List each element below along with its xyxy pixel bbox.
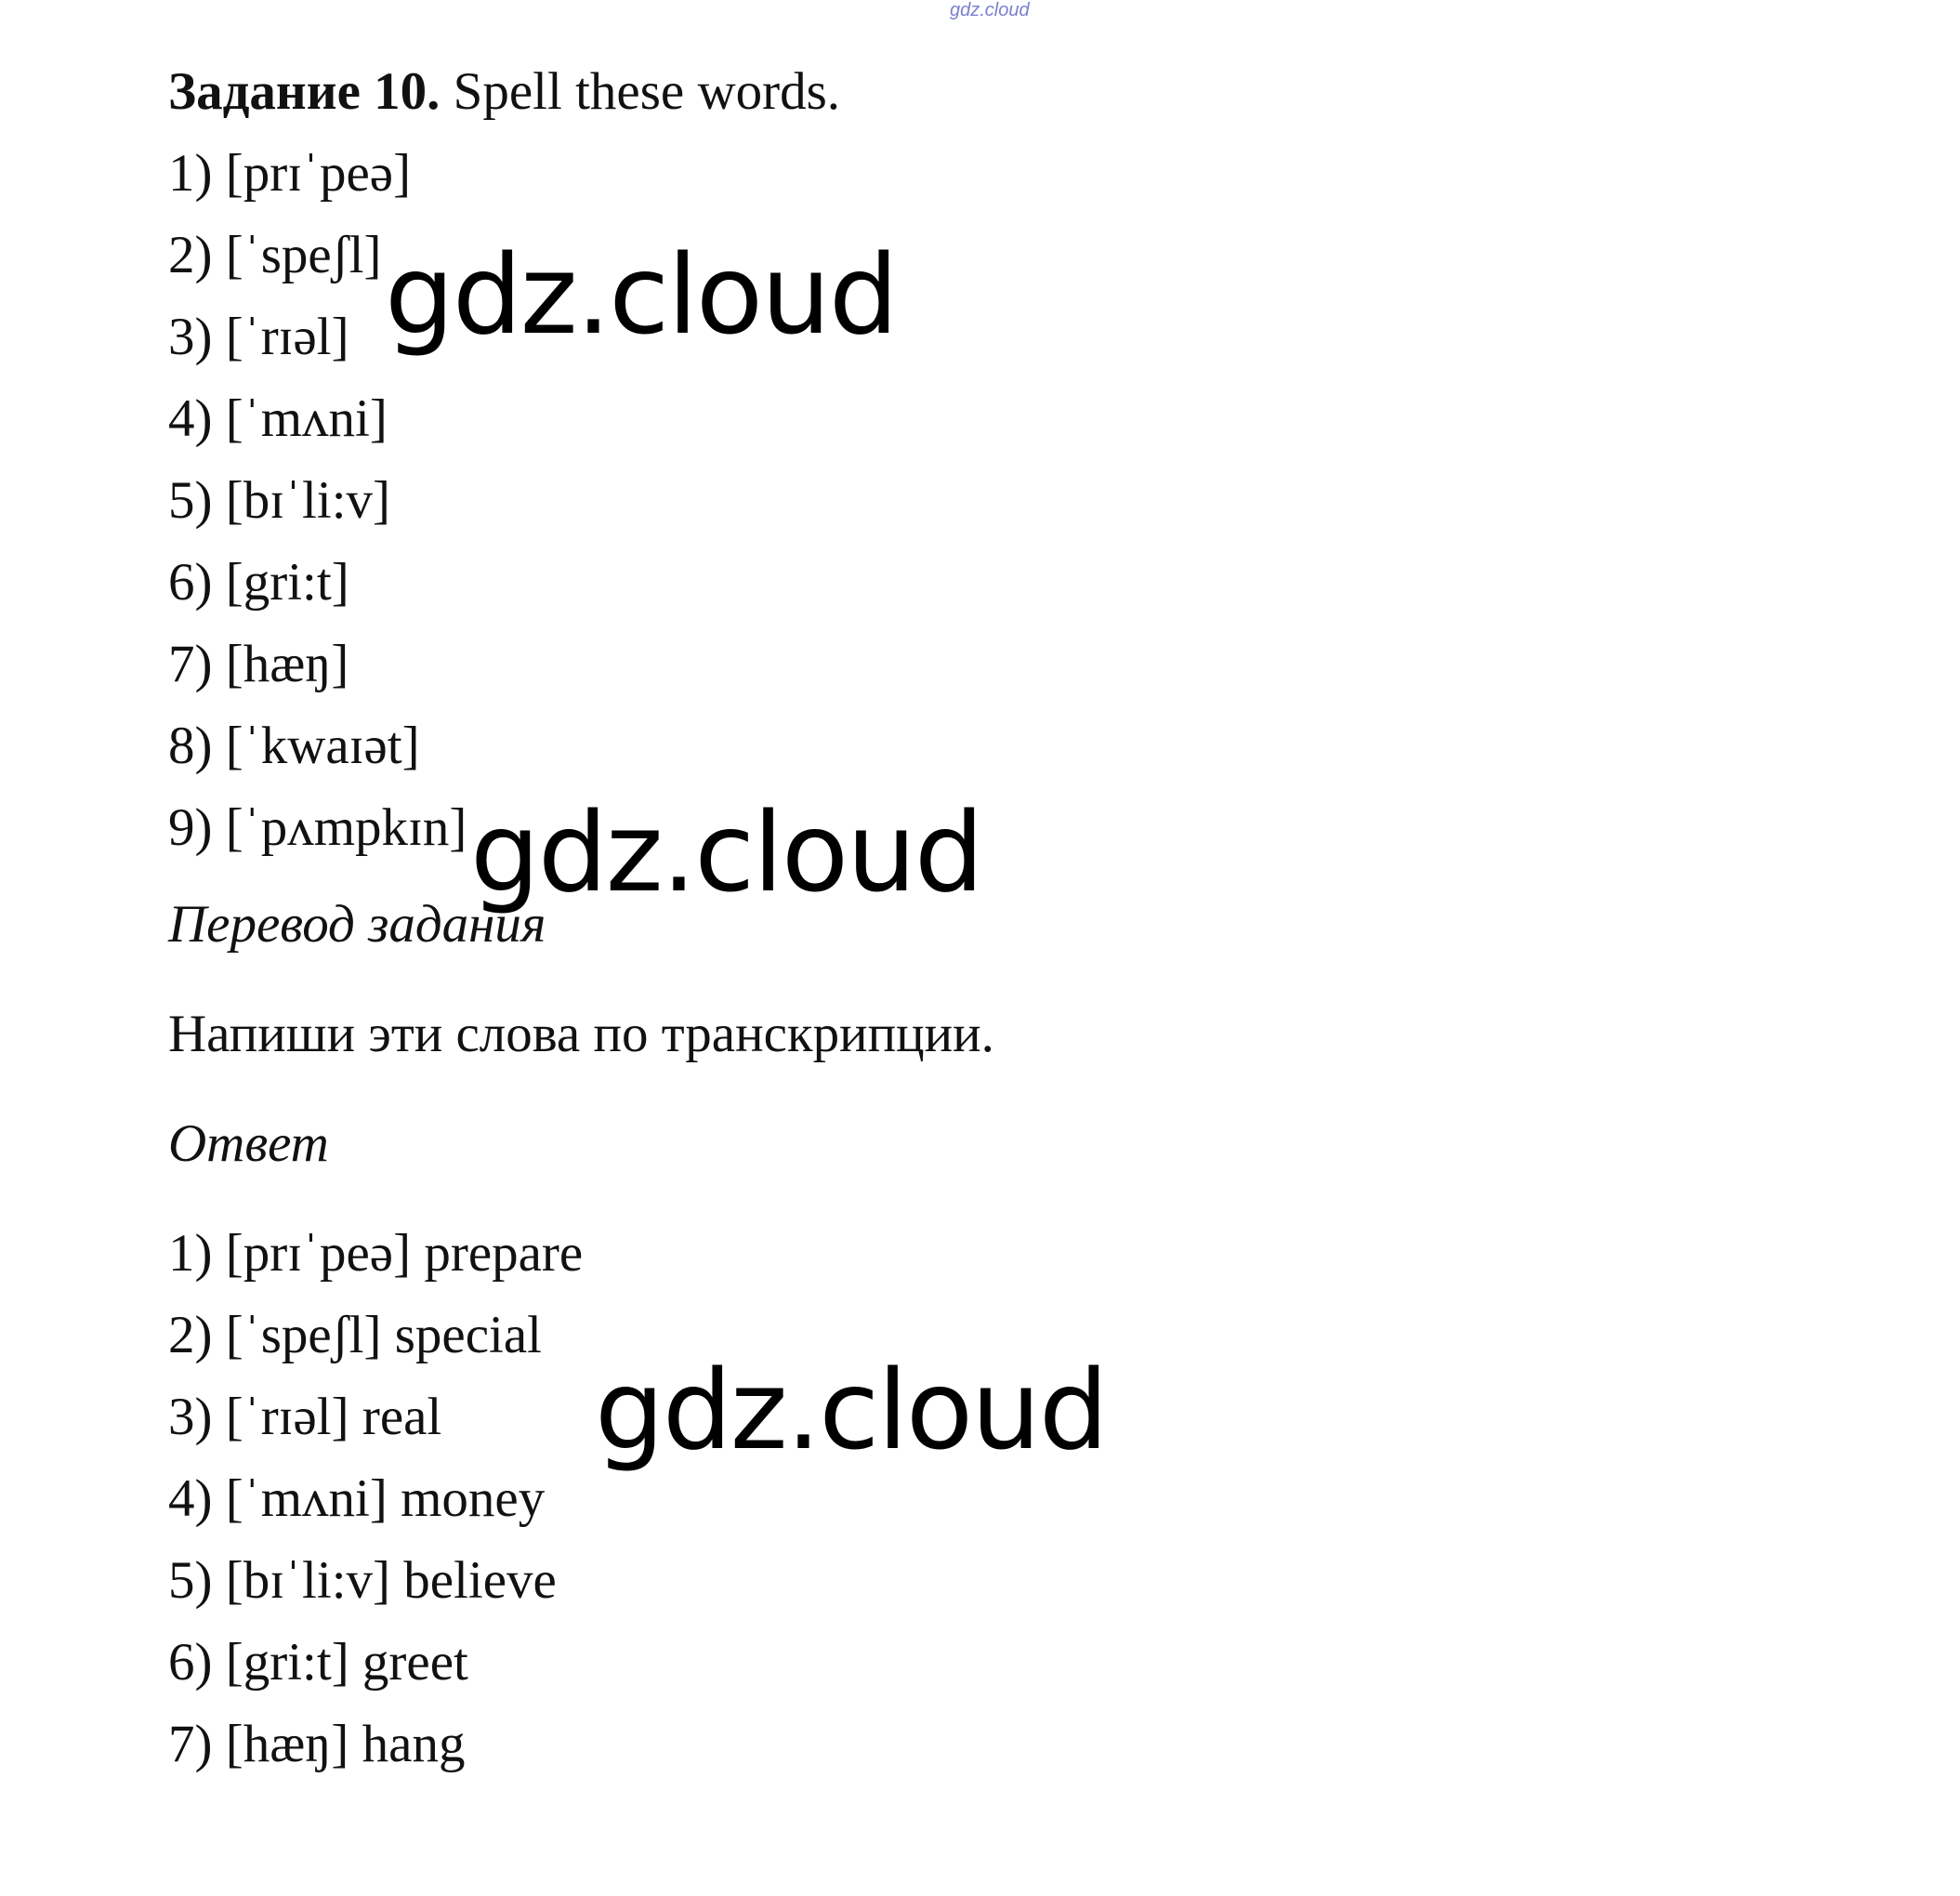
answer-item: 2) [ˈspeʃl] special xyxy=(168,1306,542,1364)
transcription-item: 1) [prɪˈpeə] xyxy=(168,144,412,203)
transcription-item: 2) [ˈspeʃl] xyxy=(168,226,382,284)
answer-item: 6) [gri:t] greet xyxy=(168,1633,468,1692)
task-instruction: Spell these words. xyxy=(453,62,841,121)
answer-list xyxy=(168,1213,1841,1785)
answer-item: 7) [hæŋ] hang xyxy=(168,1715,466,1773)
transcription-item: 7) [hæŋ] xyxy=(168,635,349,693)
transcription-item: 9) [ˈpʌmpkɪn] xyxy=(168,798,467,857)
watermark-logo: gdz.cloud xyxy=(470,788,982,916)
task-label: Задание 10. xyxy=(168,62,441,121)
answer-item: 4) [ˈmʌni] money xyxy=(168,1469,546,1528)
transcription-item: 6) [gri:t] xyxy=(168,553,349,612)
translation-heading: Перевод задания xyxy=(168,895,546,954)
top-watermark-text: gdz.cloud xyxy=(950,0,1030,20)
watermark-logo: gdz.cloud xyxy=(385,230,897,359)
task-title xyxy=(168,51,1841,133)
transcription-item: 5) [bɪˈli:v] xyxy=(168,471,391,530)
answer-item: 3) [ˈrɪəl] real xyxy=(168,1388,442,1446)
translation-text: Напиши эти слова по транскрипции. xyxy=(168,1005,994,1063)
transcription-item: 4) [ˈmʌni] xyxy=(168,389,388,448)
answer-heading: Ответ xyxy=(168,1114,329,1173)
watermark-logo: gdz.cloud xyxy=(595,1346,1107,1474)
answer-item: 5) [bɪˈli:v] believe xyxy=(168,1551,557,1610)
transcription-item: 3) [ˈrɪəl] xyxy=(168,308,349,366)
transcription-item: 8) [ˈkwaɪət] xyxy=(168,717,420,775)
answer-item: 1) [prɪˈpeə] prepare xyxy=(168,1224,584,1283)
